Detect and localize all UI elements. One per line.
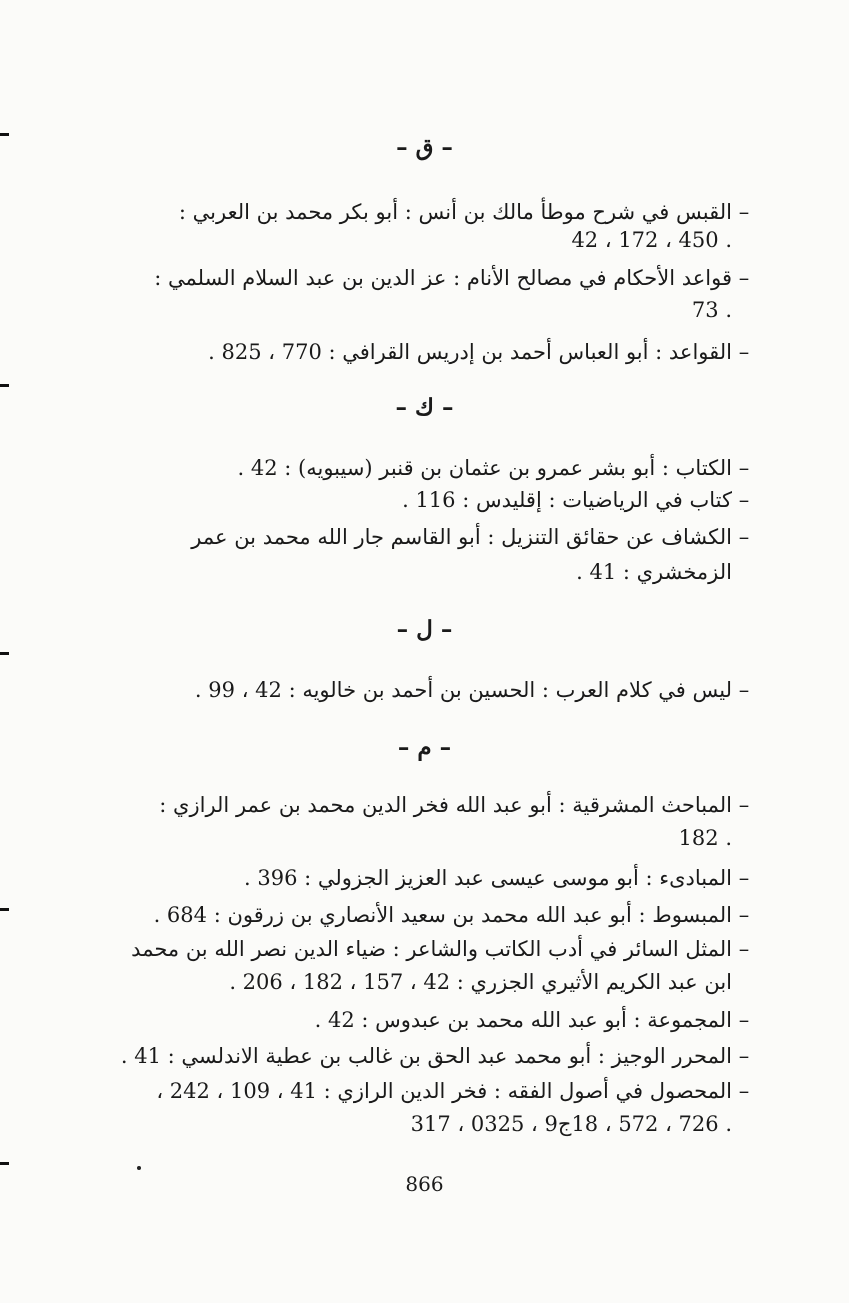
entry-continuation: . 73	[691, 298, 732, 322]
entry-line: –المبسوط : أبو عبد الله محمد بن سعيد الأنصاري بن زرقون : 684 .	[84, 899, 756, 931]
section-heading-mim: – م –	[397, 734, 452, 761]
entry-continuation: الزمخشري : 41 .	[576, 560, 732, 584]
entry-dash: –	[738, 793, 750, 817]
entry-dash: –	[738, 866, 750, 890]
entry-line: –الكشاف عن حقائق التنزيل : أبو القاسم جار الله محمد بن عمر	[84, 521, 756, 553]
entry-dash: –	[738, 200, 750, 224]
entry-line: –القواعد : أبو العباس أحمد بن إدريس القرافي : 770 ، 825 .	[84, 336, 756, 368]
section-heading-qaf: – ق –	[396, 134, 453, 161]
entry-dash: –	[738, 1044, 750, 1068]
entry-dash: –	[738, 1079, 750, 1103]
entry-dash: –	[738, 937, 750, 961]
scan-edge-mark	[0, 384, 9, 387]
entry-line: –المحرر الوجيز : أبو محمد عبد الحق بن غالب بن عطية الاندلسي : 41 .	[84, 1040, 756, 1072]
section-heading-kaf: – ك –	[395, 394, 454, 421]
scan-edge-mark	[0, 652, 9, 655]
entry-line: –المثل السائر في أدب الكاتب والشاعر : ضياء الدين نصر الله بن محمد	[84, 933, 756, 965]
entry-dash: –	[738, 456, 750, 480]
scan-speck	[137, 1166, 141, 1170]
scan-edge-mark	[0, 133, 9, 136]
entry-line: –المبادىء : أبو موسى عيسى عبد العزيز الجزولي : 396 .	[84, 862, 756, 894]
entry-line: –الكتاب : أبو بشر عمرو بن عثمان بن قنبر (سيبويه) : 42 .	[84, 452, 756, 484]
entry-line: –القبس في شرح موطأ مالك بن أنس : أبو بكر محمد بن العربي :	[84, 196, 756, 228]
scan-edge-mark	[0, 1162, 9, 1165]
entry-continuation: ابن عبد الكريم الأثيري الجزري : 42 ، 157 ، 182 ، 206 .	[229, 970, 732, 994]
entry-dash: –	[738, 1008, 750, 1032]
section-heading-lam: – ل –	[396, 616, 453, 643]
entry-line: –المحصول في أصول الفقه : فخر الدين الرازي : 41 ، 109 ، 242 ،	[84, 1075, 756, 1107]
entry-line: –كتاب في الرياضيات : إقليدس : 116 .	[84, 484, 756, 516]
entry-dash: –	[738, 525, 750, 549]
entry-continuation: . 182	[678, 826, 732, 850]
entry-line: –المجموعة : أبو عبد الله محمد بن عبدوس : 42 .	[84, 1004, 756, 1036]
entry-dash: –	[738, 340, 750, 364]
entry-line: –المباحث المشرقية : أبو عبد الله فخر الدين محمد بن عمر الرازي :	[84, 789, 756, 821]
entry-dash: –	[738, 678, 750, 702]
page-number: 866	[405, 1172, 444, 1196]
entry-dash: –	[738, 488, 750, 512]
entry-dash: –	[738, 266, 750, 290]
entry-continuation: . 726 ، 572 ، 18ج9 ، 0325 ، 317	[410, 1112, 732, 1136]
scan-edge-mark	[0, 908, 9, 911]
entry-line: –قواعد الأحكام في مصالح الأنام : عز الدين بن عبد السلام السلمي :	[84, 262, 756, 294]
entry-line: –ليس في كلام العرب : الحسين بن أحمد بن خالويه : 42 ، 99 .	[84, 674, 756, 706]
entry-continuation: . 450 ، 172 ، 42	[571, 228, 732, 252]
entry-dash: –	[738, 903, 750, 927]
